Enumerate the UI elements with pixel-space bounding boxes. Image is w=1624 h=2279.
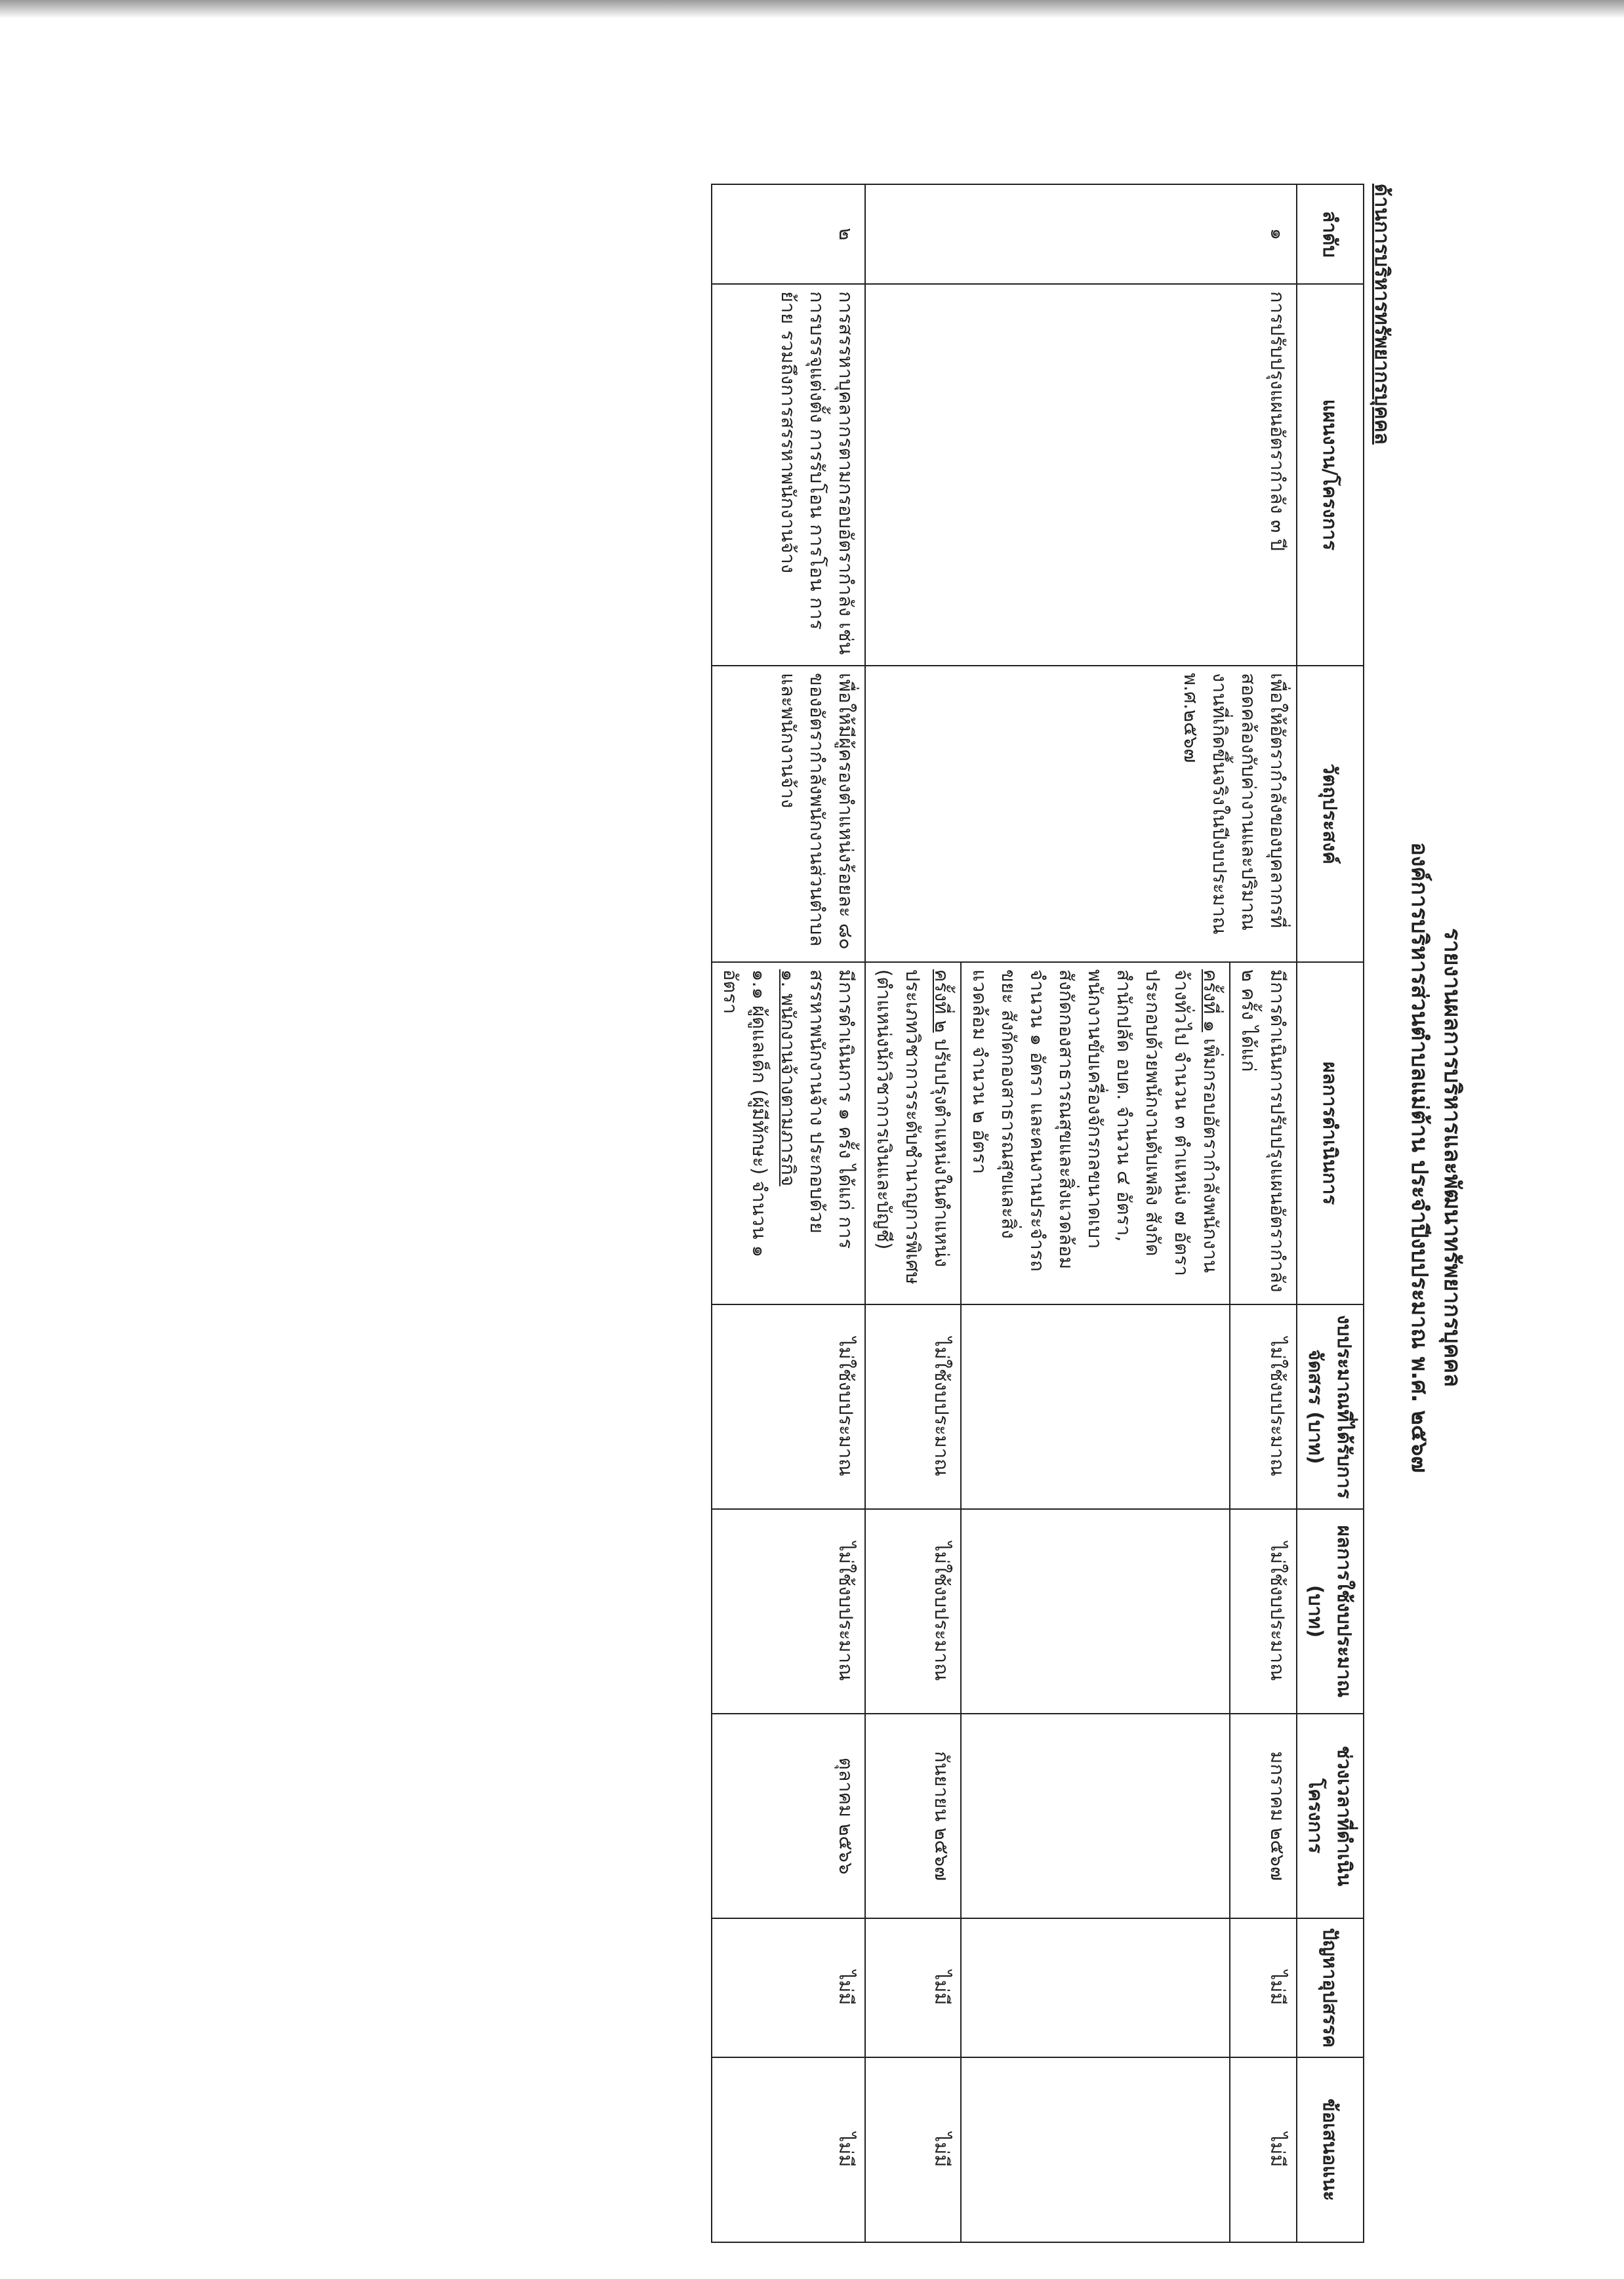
row1-result-intro	[1230, 962, 1297, 1304]
row1-used-empty	[961, 1509, 1230, 1714]
section-heading: ด้านการบริหารทรัพยากรบุคคล	[1370, 184, 1393, 445]
row2-suggestion: ไม่มี	[712, 2057, 865, 2242]
header-period: ช่วงเวลาที่ดำเนินโครงการ	[1297, 1714, 1364, 1918]
row1-result-b: เพิ่มกรอบอัตรากำลังพนักงานจ้างทั่วไป จำนวน ๓ ตำแหน่ง ๗ อัตรา ประกอบด้วยพนักงานดับเพลิง สังกัดสำนักปลัด อบต. จำนวน ๔ อัตรา, พนักงานขับเครื่องจักรกลขนาดเบา สังกัดกองสาธารณสุขและสิ่งแวดล้อม จำนวน ๑ อัตรา และคนงานประจำรถขยะ สังกัดกองสาธารณสุขและสิ่งแวดล้อม จำนวน ๒ อัตรา	[969, 969, 1222, 1276]
table-header-row	[1297, 184, 1364, 2242]
row1-result-second	[865, 962, 961, 1304]
row1-budget: ไม่ใช้งบประมาณ	[1230, 1304, 1297, 1509]
row1-result-b-head: ครั้งที่ ๑	[1200, 969, 1222, 1032]
row1-suggestion-empty	[961, 2057, 1230, 2242]
row1-budget-2: ไม่ใช้งบประมาณ	[865, 1304, 961, 1509]
row1-problem-empty	[961, 1918, 1230, 2057]
row2-no: ๒	[712, 184, 865, 284]
row1-plan: การปรับปรุงแผนอัตรากำลัง ๓ ปี	[865, 284, 1297, 666]
rotated-document	[320, 184, 1468, 2202]
header-problem: ปัญหาอุปสรรค	[1297, 1918, 1364, 2057]
row2-problem: ไม่มี	[712, 1918, 865, 2057]
row1-objective: เพื่อให้อัตรากำลังของบุคลากรที่สอดคล้องกับค่างานและปริมาณงานที่เกิดขึ้นจริงในปีงบประมาณ พ.ศ.๒๕๖๗	[865, 666, 1297, 962]
row1-period-a: มกราคม ๒๕๖๗	[1230, 1714, 1297, 1918]
row1-used-2: ไม่ใช้งบประมาณ	[865, 1509, 961, 1714]
row2-period: ตุลาคม ๒๕๖๖	[712, 1714, 865, 1918]
row1-used: ไม่ใช้งบประมาณ	[1230, 1509, 1297, 1714]
row1-result-c-head: ครั้งที่ ๒	[931, 969, 953, 1033]
table-row	[712, 184, 865, 2242]
header-objective: วัตถุประสงค์	[1297, 666, 1364, 962]
table-row	[1230, 184, 1297, 2242]
scan-edge-shadow	[0, 0, 1624, 18]
header-result: ผลการดำเนินการ	[1297, 962, 1364, 1304]
row1-period-b: กันยายน ๒๕๖๗	[865, 1714, 961, 1918]
header-suggestion: ข้อเสนอแนะ	[1297, 2057, 1364, 2242]
row1-suggestion: ไม่มี	[1230, 2057, 1297, 2242]
row1-budget-empty	[961, 1304, 1230, 1509]
header-no: ลำดับ	[1297, 184, 1364, 284]
row2-used: ไม่ใช้งบประมาณ	[712, 1509, 865, 1714]
row2-result	[712, 962, 865, 1304]
row2-result-a: มีการดำเนินการ ๑ ครั้ง ได้แก่ การสรรหาพนักงานจ้าง ประกอบด้วย	[806, 969, 857, 1249]
report-title: รายงานผลการบริหารและพัฒนาทรัพยากรบุคคล	[1439, 928, 1465, 1387]
row1-result-first	[961, 962, 1230, 1304]
row1-problem: ไม่มี	[1230, 1918, 1297, 2057]
row2-budget: ไม่ใช้งบประมาณ	[712, 1304, 865, 1509]
row2-result-b-head: ๑. พนักงานจ้างตามภารกิจ	[777, 969, 800, 1186]
row2-objective: เพื่อให้มีผู้ครองตำแหน่งร้อยละ ๘๐ ของอัตรากำลังพนักงานส่วนตำบลและพนักงานจ้าง	[712, 666, 865, 962]
row1-result-a: มีการดำเนินการปรับปรุงแผนอัตรากำลัง ๒ ครั้ง ได้แก่	[1238, 969, 1289, 1293]
header-budget: งบประมาณที่ได้รับการจัดสรร (บาท)	[1297, 1304, 1364, 1509]
report-subtitle: องค์การบริหารส่วนตำบลแม่ต้าน ประจำปีงบประมาณ พ.ศ. ๒๕๖๗	[1406, 842, 1432, 1473]
row1-problem-2: ไม่มี	[865, 1918, 961, 2057]
row1-suggestion-2: ไม่มี	[865, 2057, 961, 2242]
header-plan: แผนงาน/โครงการ	[1297, 284, 1364, 666]
report-table	[711, 184, 1364, 2243]
row1-no: ๑	[865, 184, 1297, 284]
row1-result-c: ปรับปรุงตำแหน่งในตำแหน่งประเภทวิชาการระดับชำนาญการพิเศษ (ตำแหน่งนักวิชาการเงินและบัญชี)	[873, 969, 953, 1285]
row1-period-empty	[961, 1714, 1230, 1918]
header-used: ผลการใช้งบประมาณ (บาท)	[1297, 1509, 1364, 1714]
row2-result-b: ๑.๑ ผู้ดูแลเด็ก (ผู้มีทักษะ) จำนวน ๑ อัตรา	[720, 969, 771, 1258]
row2-plan: การสรรหาบุคลากรตามกรอบอัตรากำลัง เช่น การบรรจุแต่งตั้ง การรับโอน การโอน การย้าย รวมถึงการสรรหาพนักงานจ้าง	[712, 284, 865, 666]
